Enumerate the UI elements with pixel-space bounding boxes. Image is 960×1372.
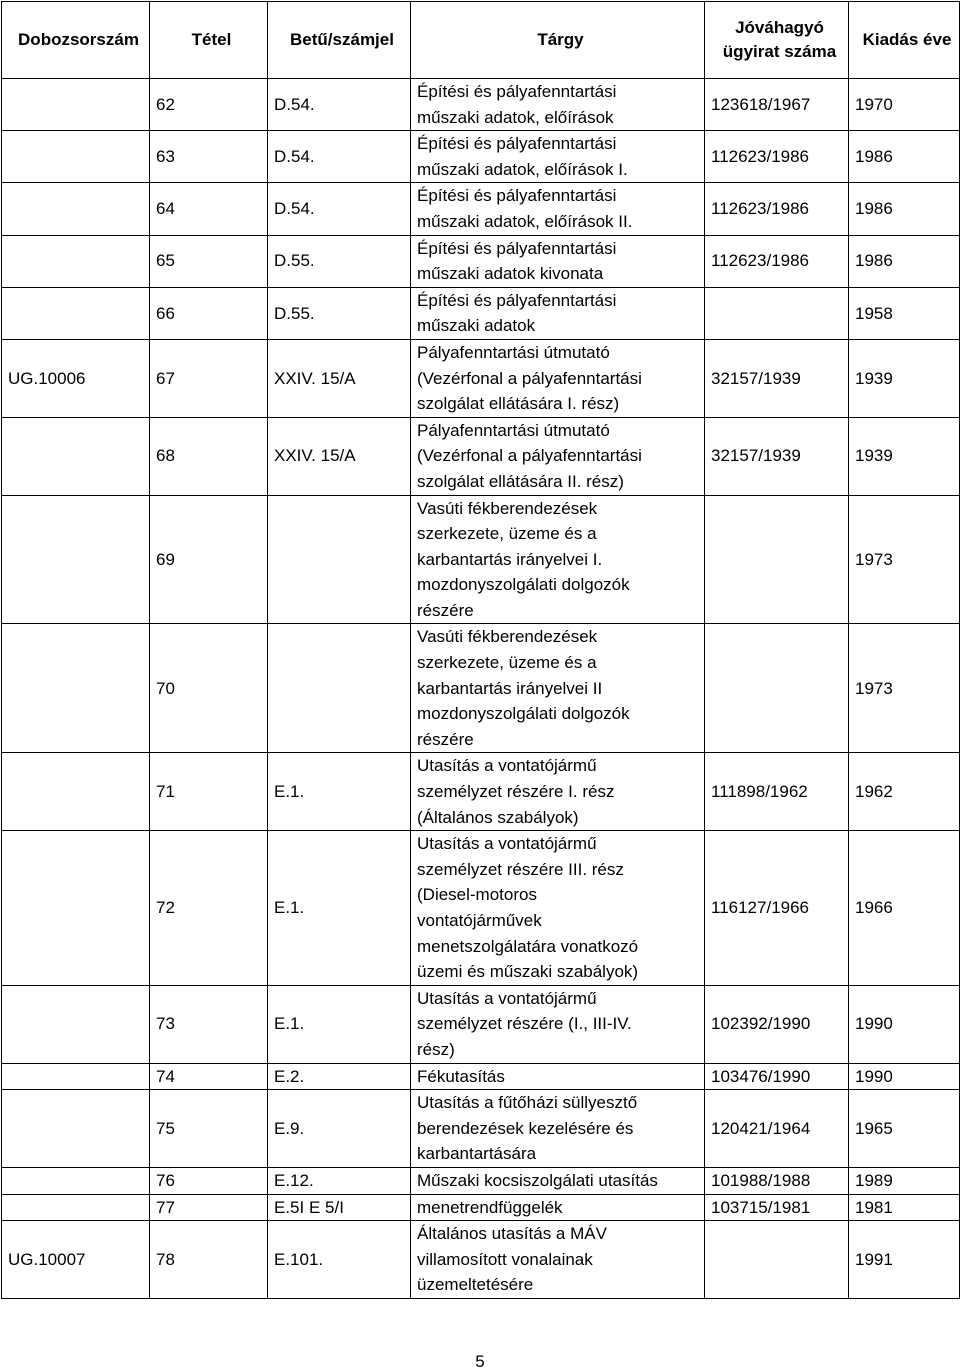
- item-cell: 62: [150, 79, 268, 131]
- subject-cell: Építési és pályafenntartási műszaki adatok kivonata: [411, 235, 705, 287]
- page-number: 5: [475, 1352, 485, 1371]
- item-cell: 66: [150, 287, 268, 339]
- box-number-cell: [2, 495, 150, 624]
- issue-year-cell: 1973: [849, 624, 960, 753]
- header-code: Betű/számjel: [268, 2, 411, 79]
- subject-cell: Pályafenntartási útmutató (Vezérfonal a pályafenntartási szolgálat ellátására I. rész): [411, 339, 705, 417]
- code-cell: D.54.: [268, 131, 411, 183]
- approval-number-cell: [705, 624, 849, 753]
- issue-year-cell: 1991: [849, 1221, 960, 1299]
- item-cell: 74: [150, 1063, 268, 1090]
- subject-cell: Fékutasítás: [411, 1063, 705, 1090]
- issue-year-cell: 1989: [849, 1167, 960, 1194]
- subject-cell: menetrendfüggelék: [411, 1194, 705, 1221]
- issue-year-cell: 1986: [849, 183, 960, 235]
- subject-cell: Pályafenntartási útmutató (Vezérfonal a pályafenntartási szolgálat ellátására II. rész): [411, 417, 705, 495]
- code-cell: E.12.: [268, 1167, 411, 1194]
- code-cell: E.1.: [268, 985, 411, 1063]
- approval-number-cell: 112623/1986: [705, 131, 849, 183]
- item-cell: 73: [150, 985, 268, 1063]
- issue-year-cell: 1986: [849, 131, 960, 183]
- approval-number-cell: [705, 495, 849, 624]
- table-row: [2, 183, 960, 235]
- approval-number-cell: 116127/1966: [705, 831, 849, 986]
- issue-year-cell: 1965: [849, 1090, 960, 1168]
- code-cell: XXIV. 15/A: [268, 417, 411, 495]
- approval-number-cell: 103715/1981: [705, 1194, 849, 1221]
- code-cell: XXIV. 15/A: [268, 339, 411, 417]
- issue-year-cell: 1990: [849, 985, 960, 1063]
- box-number-cell: [2, 417, 150, 495]
- code-cell: D.54.: [268, 183, 411, 235]
- code-cell: E.1.: [268, 753, 411, 831]
- item-cell: 65: [150, 235, 268, 287]
- box-number-cell: [2, 1063, 150, 1090]
- box-number-cell: [2, 831, 150, 986]
- issue-year-cell: 1981: [849, 1194, 960, 1221]
- approval-number-cell: 103476/1990: [705, 1063, 849, 1090]
- subject-cell: Építési és pályafenntartási műszaki adatok, előírások II.: [411, 183, 705, 235]
- code-cell: [268, 624, 411, 753]
- issue-year-cell: 1939: [849, 339, 960, 417]
- table-row: [2, 495, 960, 624]
- header-issue-year: Kiadás éve: [849, 2, 960, 79]
- header-approval-number: Jóváhagyó ügyirat száma: [705, 2, 849, 79]
- item-cell: 77: [150, 1194, 268, 1221]
- subject-cell: Vasúti fékberendezések szerkezete, üzeme és a karbantartás irányelvei II mozdonyszolgálati dolgozók részére: [411, 624, 705, 753]
- item-cell: 72: [150, 831, 268, 986]
- approval-number-cell: 32157/1939: [705, 339, 849, 417]
- subject-cell: Építési és pályafenntartási műszaki adatok: [411, 287, 705, 339]
- approval-number-cell: [705, 287, 849, 339]
- approval-number-cell: 32157/1939: [705, 417, 849, 495]
- header-box-number: Dobozsorszám: [2, 2, 150, 79]
- approval-number-cell: 112623/1986: [705, 183, 849, 235]
- box-number-cell: [2, 287, 150, 339]
- issue-year-cell: 1990: [849, 1063, 960, 1090]
- table-row: [2, 1194, 960, 1221]
- item-cell: 69: [150, 495, 268, 624]
- subject-cell: Utasítás a vontatójármű személyzet részére I. rész (Általános szabályok): [411, 753, 705, 831]
- approval-number-cell: 112623/1986: [705, 235, 849, 287]
- subject-cell: Utasítás a fűtőházi süllyesztő berendezések kezelésére és karbantartására: [411, 1090, 705, 1168]
- item-cell: 78: [150, 1221, 268, 1299]
- item-cell: 68: [150, 417, 268, 495]
- box-number-cell: [2, 131, 150, 183]
- subject-cell: Utasítás a vontatójármű személyzet részére (I., III-IV. rész): [411, 985, 705, 1063]
- code-cell: E.1.: [268, 831, 411, 986]
- approval-number-cell: 102392/1990: [705, 985, 849, 1063]
- subject-cell: Építési és pályafenntartási műszaki adatok, előírások I.: [411, 131, 705, 183]
- code-cell: E.9.: [268, 1090, 411, 1168]
- box-number-cell: [2, 1194, 150, 1221]
- box-number-cell: [2, 235, 150, 287]
- table-row: [2, 1063, 960, 1090]
- code-cell: D.55.: [268, 287, 411, 339]
- table-row: [2, 1167, 960, 1194]
- item-cell: 70: [150, 624, 268, 753]
- item-cell: 75: [150, 1090, 268, 1168]
- issue-year-cell: 1966: [849, 831, 960, 986]
- item-cell: 71: [150, 753, 268, 831]
- box-number-cell: UG.10007: [2, 1221, 150, 1299]
- table-row: [2, 624, 960, 753]
- code-cell: E.101.: [268, 1221, 411, 1299]
- code-cell: D.54.: [268, 79, 411, 131]
- table-row: [2, 831, 960, 986]
- item-cell: 64: [150, 183, 268, 235]
- approval-number-cell: 101988/1988: [705, 1167, 849, 1194]
- approval-number-cell: 123618/1967: [705, 79, 849, 131]
- box-number-cell: [2, 183, 150, 235]
- box-number-cell: [2, 624, 150, 753]
- subject-cell: Vasúti fékberendezések szerkezete, üzeme és a karbantartás irányelvei I. mozdonyszolgálati dolgozók részére: [411, 495, 705, 624]
- table-row: [2, 753, 960, 831]
- box-number-cell: [2, 753, 150, 831]
- issue-year-cell: 1958: [849, 287, 960, 339]
- issue-year-cell: 1962: [849, 753, 960, 831]
- approval-number-cell: 111898/1962: [705, 753, 849, 831]
- box-number-cell: [2, 79, 150, 131]
- table-row: [2, 339, 960, 417]
- item-cell: 63: [150, 131, 268, 183]
- box-number-cell: UG.10006: [2, 339, 150, 417]
- code-cell: E.2.: [268, 1063, 411, 1090]
- table-row: [2, 131, 960, 183]
- issue-year-cell: 1973: [849, 495, 960, 624]
- subject-cell: Utasítás a vontatójármű személyzet részére III. rész (Diesel-motoros vontatójárművek menetszolgálatára vonatkozó üzemi és műszaki szabályok): [411, 831, 705, 986]
- table-row: [2, 985, 960, 1063]
- archive-table: [1, 1, 960, 1299]
- table-row: [2, 1221, 960, 1299]
- item-cell: 76: [150, 1167, 268, 1194]
- table-row: [2, 235, 960, 287]
- header-row: [2, 2, 960, 79]
- header-subject: Tárgy: [411, 2, 705, 79]
- table-row: [2, 79, 960, 131]
- code-cell: E.5I E 5/I: [268, 1194, 411, 1221]
- header-item: Tétel: [150, 2, 268, 79]
- item-cell: 67: [150, 339, 268, 417]
- code-cell: D.55.: [268, 235, 411, 287]
- subject-cell: Általános utasítás a MÁV villamosított vonalainak üzemeltetésére: [411, 1221, 705, 1299]
- approval-number-cell: [705, 1221, 849, 1299]
- box-number-cell: [2, 985, 150, 1063]
- issue-year-cell: 1970: [849, 79, 960, 131]
- table-row: [2, 287, 960, 339]
- table-row: [2, 1090, 960, 1168]
- table-row: [2, 417, 960, 495]
- box-number-cell: [2, 1090, 150, 1168]
- box-number-cell: [2, 1167, 150, 1194]
- issue-year-cell: 1939: [849, 417, 960, 495]
- code-cell: [268, 495, 411, 624]
- subject-cell: Építési és pályafenntartási műszaki adatok, előírások: [411, 79, 705, 131]
- issue-year-cell: 1986: [849, 235, 960, 287]
- approval-number-cell: 120421/1964: [705, 1090, 849, 1168]
- subject-cell: Műszaki kocsiszolgálati utasítás: [411, 1167, 705, 1194]
